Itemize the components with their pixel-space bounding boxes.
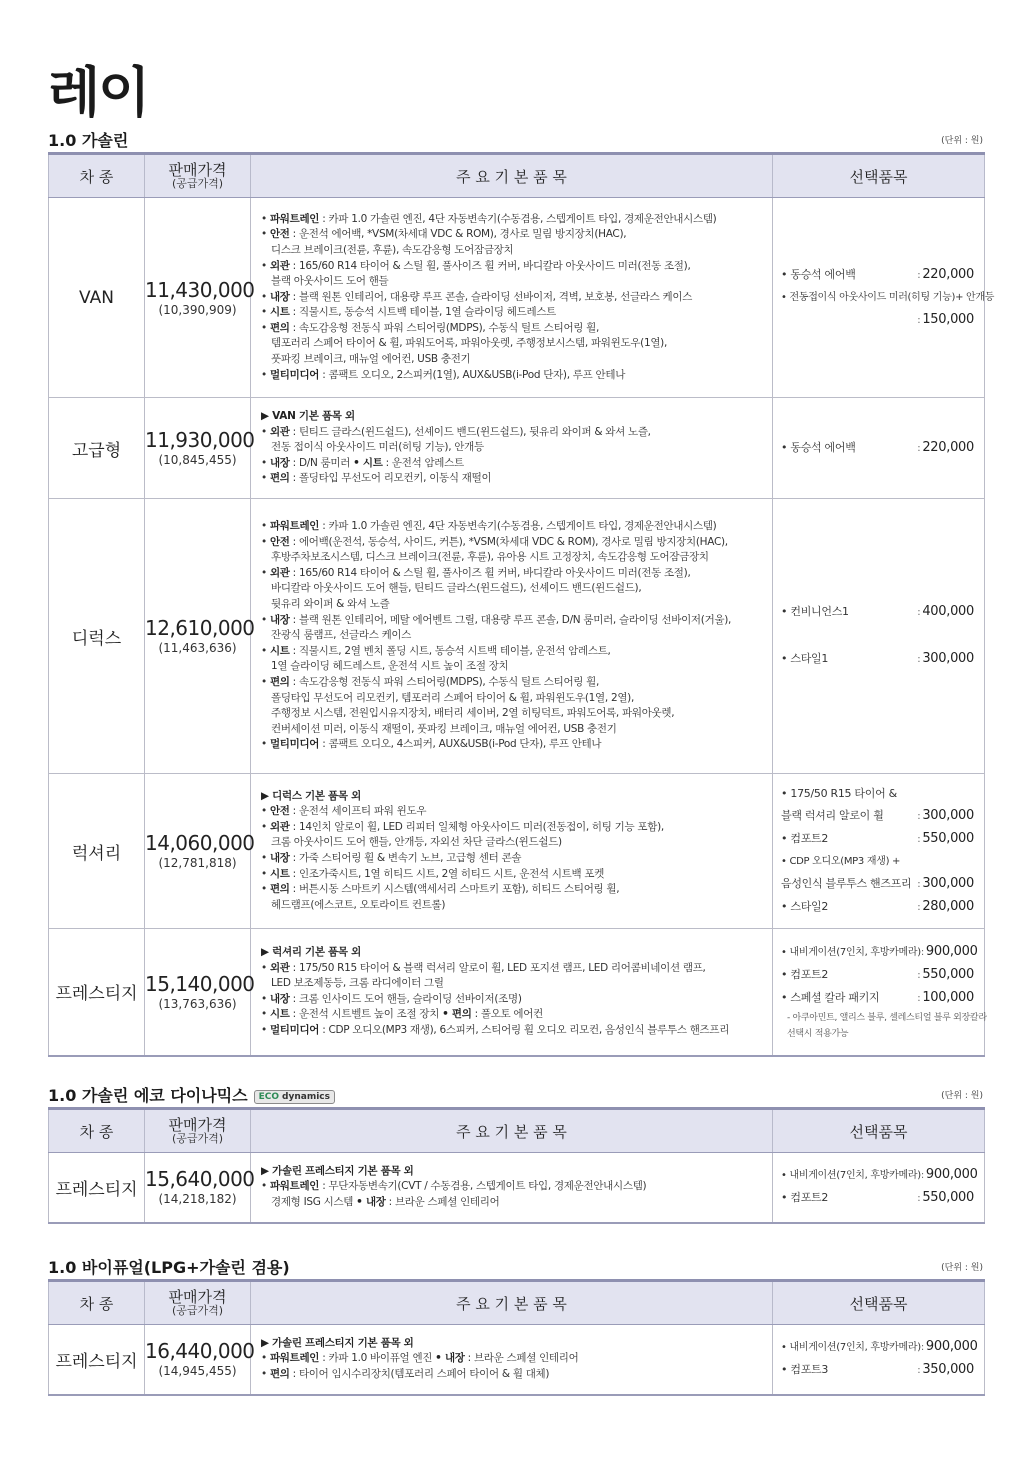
feature-text: : CDP 오디오(MP3 재생), 6스피커, 스티어링 휠 오디오 리모컨, 음성인식 블루투스 핸즈프리 bbox=[319, 1023, 730, 1036]
feature-text: : 운전석 세이프티 파워 윈도우 bbox=[289, 805, 427, 818]
feature-category: ▶ 디럭스 기본 품목 외 bbox=[261, 789, 361, 802]
option-name: • 내비게이션(7인치, 후방카메라) bbox=[781, 947, 921, 959]
feature-line bbox=[261, 1195, 764, 1211]
feature-text: 바디칼라 아웃사이드 도어 핸들, 틴티드 글라스(윈드쉴드), 선셰이드 밴드(윈드쉴드), bbox=[271, 582, 642, 595]
feature-text: : D/N 룸미러 bbox=[289, 456, 354, 469]
price-cell bbox=[145, 774, 255, 929]
sale-price: 12,610,000 bbox=[145, 616, 255, 640]
feature-line bbox=[261, 1367, 764, 1383]
feature-category: 외관 bbox=[269, 259, 290, 272]
feature-text: 주행정보 시스템, 전원입시유지장치, 배터리 세이버, 2열 히팅덕트, 파워도어록, 파워아웃렛, bbox=[271, 707, 675, 720]
feature-category: 외관 bbox=[269, 566, 290, 579]
feature-category: 시트 bbox=[269, 867, 290, 880]
section-title: 1.0 가솔린 bbox=[48, 131, 129, 150]
feature-category: • 편의 bbox=[442, 1008, 472, 1021]
feature-text: 폴딩타입 무선도어 리모컨키, 템포러리 스페어 타이어 & 휠, 파워윈도우(1열, 2열), bbox=[271, 691, 635, 704]
col-header-features: 주 요 기 본 품 목 bbox=[251, 1109, 773, 1153]
feature-category: 편의 bbox=[269, 675, 290, 688]
feature-text: : 카파 1.0 가솔린 엔진, 4단 자동변속기(수동겸용, 스텝게이트 타입, 경제운전안내시스템) bbox=[319, 520, 717, 533]
col-header-model: 차 종 bbox=[49, 1109, 145, 1153]
feature-text: : 가죽 스티어링 휠 & 변속기 노브, 고급형 센터 콘솔 bbox=[289, 852, 522, 864]
feature-text: : 165/60 R14 타이어 & 스틸 휠, 풀사이즈 휠 커버, 바디칼라 아웃사이드 미러(전동 조절), bbox=[289, 566, 691, 579]
feature-line bbox=[261, 581, 764, 597]
page-title: 레이 bbox=[48, 61, 149, 124]
option-item bbox=[781, 1359, 974, 1382]
feature-category: • 내장 bbox=[356, 1196, 386, 1209]
feature-category: 시트 bbox=[269, 1008, 290, 1021]
section-title: 1.0 가솔린 에코 다이나믹스 ECO dynamics bbox=[48, 1083, 335, 1106]
feature-text: : 에어백(운전석, 동승석, 사이드, 커튼), *VSM(차세대 VDC & ROM), 경사로 밀림 방지장치(HAC), bbox=[289, 535, 728, 548]
feature-category: 안전 bbox=[269, 228, 290, 241]
feature-line bbox=[261, 628, 764, 644]
option-price: : 220,000 bbox=[917, 264, 974, 287]
option-item bbox=[781, 589, 974, 636]
feature-line bbox=[261, 440, 764, 456]
feature-line bbox=[261, 691, 764, 707]
feature-text: 후방주차보조시스템, 디스크 브레이크(전륜, 후륜), 유아용 시트 고정장치, 속도감응형 도어잠금장치 bbox=[271, 551, 709, 564]
option-name: • 스타일1 bbox=[781, 652, 829, 665]
col-header-price: 판매가격 (공급가격) bbox=[145, 1281, 251, 1325]
feature-line bbox=[261, 945, 764, 961]
feature-category: 외관 bbox=[269, 820, 290, 833]
bullet-icon: • bbox=[261, 306, 270, 319]
feature-text: : 타이어 임시수리장치(템포러리 스페어 타이어 & 휠 대체) bbox=[289, 1368, 550, 1381]
feature-category: 외관 bbox=[269, 425, 290, 438]
supply-price: (11,463,636) bbox=[158, 641, 237, 655]
model-name: 럭셔리 bbox=[49, 774, 145, 929]
feature-text: : 카파 1.0 바이퓨얼 엔진 bbox=[319, 1352, 436, 1365]
option-price: : 220,000 bbox=[917, 437, 974, 460]
col-header-model: 차 종 bbox=[49, 154, 145, 198]
feature-category: 편의 bbox=[269, 883, 290, 896]
feature-line bbox=[261, 566, 764, 582]
feature-line bbox=[261, 1164, 764, 1180]
option-list bbox=[773, 1325, 985, 1395]
price-cell bbox=[145, 398, 255, 499]
feature-text: 블랙 아웃사이드 도어 핸들 bbox=[271, 275, 389, 288]
feature-list bbox=[251, 774, 773, 929]
option-price: : 900,000 bbox=[921, 1336, 978, 1359]
bullet-icon: • bbox=[261, 613, 270, 626]
feature-list bbox=[251, 929, 773, 1056]
option-name: • 스페셜 칼라 패키지 bbox=[781, 991, 880, 1005]
bullet-icon: • bbox=[261, 368, 270, 381]
option-item bbox=[781, 1164, 978, 1187]
bullet-icon: • bbox=[261, 883, 270, 896]
bullet-icon: • bbox=[261, 520, 270, 533]
bullet-icon: • bbox=[261, 456, 270, 469]
option-item bbox=[781, 309, 974, 332]
feature-text: 잔광식 룸램프, 선글라스 케이스 bbox=[271, 629, 412, 642]
feature-category: 멀티미디어 bbox=[269, 738, 320, 751]
feature-text: LED 보조제동등, 크롬 라디에이터 그릴 bbox=[271, 977, 444, 990]
option-note: - 아쿠아민트, 앨리스 블루, 셀레스티얼 블루 외장칼라 bbox=[787, 1013, 987, 1024]
feature-line bbox=[261, 737, 764, 753]
feature-line bbox=[261, 550, 764, 566]
col-header-price: 판매가격 (공급가격) bbox=[145, 1109, 251, 1153]
option-name: • 내비게이션(7인치, 후방카메라) bbox=[781, 1170, 921, 1182]
feature-category: 내장 bbox=[269, 613, 290, 626]
option-item bbox=[781, 851, 974, 873]
bullet-icon: • bbox=[261, 805, 270, 818]
col-header-price: 판매가격 (공급가격) bbox=[145, 154, 251, 198]
feature-text: : 버튼시동 스마트키 시스템(액세서리 스마트키 포함), 히티드 스티어링 휠, bbox=[289, 883, 620, 896]
option-list bbox=[773, 398, 985, 499]
option-name: • 내비게이션(7인치, 후방카메라) bbox=[781, 1342, 921, 1354]
feature-text: : 블랙 원톤 인테리어, 메탈 에어벤트 그릴, 대용량 루프 콘솔, D/N 룸미러, 슬라이딩 선바이저(거울), bbox=[289, 613, 732, 626]
feature-text: : 틴티드 글라스(윈드쉴드), 선셰이드 밴드(윈드쉴드), 뒷유리 와이퍼 & 와셔 노즐, bbox=[289, 425, 651, 438]
option-item bbox=[781, 287, 995, 309]
feature-category: ▶ VAN 기본 품목 외 bbox=[261, 410, 355, 423]
feature-list bbox=[251, 398, 773, 499]
feature-text: : 브라운 스페셜 인테리어 bbox=[464, 1352, 579, 1365]
feature-category: 외관 bbox=[269, 961, 290, 974]
option-item bbox=[781, 783, 974, 805]
col-header-model: 차 종 bbox=[49, 1281, 145, 1325]
feature-category: ▶ 럭셔리 기본 품목 외 bbox=[261, 945, 361, 958]
model-name: 프레스티지 bbox=[49, 1153, 145, 1223]
unit-label: (단위 : 원) bbox=[941, 1091, 983, 1101]
feature-text: : 175/50 R15 타이어 & 블랙 럭셔리 알로이 휠, LED 포지션 램프, LED 리어콤비네이션 램프, bbox=[289, 961, 706, 974]
option-price: : 150,000 bbox=[917, 309, 974, 332]
option-price: : 550,000 bbox=[917, 1187, 974, 1210]
feature-text: : 콤팩트 오디오, 2스피커(1열), AUX&USB(i-Pod 단자), 루프 안테나 bbox=[319, 368, 626, 381]
bullet-icon: • bbox=[261, 675, 270, 688]
bullet-icon: • bbox=[261, 259, 270, 272]
option-price: : 350,000 bbox=[917, 1359, 974, 1382]
feature-category: 멀티미디어 bbox=[269, 1023, 320, 1036]
feature-list bbox=[251, 1325, 773, 1395]
feature-category: 시트 bbox=[269, 306, 290, 319]
feature-line bbox=[261, 659, 764, 675]
supply-price: (13,763,636) bbox=[158, 996, 237, 1011]
feature-line bbox=[261, 305, 764, 321]
feature-category: 편의 bbox=[269, 1368, 290, 1381]
feature-line bbox=[261, 976, 764, 992]
option-list bbox=[773, 929, 985, 1056]
bullet-icon: • bbox=[261, 472, 270, 485]
feature-category: 파워트레인 bbox=[269, 520, 320, 533]
feature-line bbox=[261, 835, 764, 851]
feature-line bbox=[261, 409, 764, 425]
option-item bbox=[781, 873, 974, 896]
feature-line bbox=[261, 1007, 764, 1023]
option-list bbox=[773, 1153, 985, 1223]
option-price: : 300,000 bbox=[917, 805, 974, 828]
feature-category: 내장 bbox=[269, 992, 290, 1005]
section-header-gasoline bbox=[48, 128, 983, 150]
feature-text: : 운전석 시트벨트 높이 조절 장치 bbox=[289, 1008, 443, 1021]
feature-text: : 블랙 원톤 인테리어, 대용량 루프 콘솔, 슬라이딩 선바이저, 격벽, 보호봉, 선글라스 케이스 bbox=[289, 290, 693, 303]
feature-line bbox=[261, 851, 764, 867]
feature-line bbox=[261, 789, 764, 805]
feature-text: : 풀오토 에어컨 bbox=[471, 1008, 543, 1021]
option-price: : 280,000 bbox=[917, 896, 974, 919]
option-list bbox=[773, 499, 985, 774]
option-name: • 컴포트3 bbox=[781, 1363, 829, 1377]
col-header-options: 선택품목 bbox=[773, 1109, 985, 1153]
bullet-icon: • bbox=[261, 566, 270, 579]
feature-line bbox=[261, 992, 764, 1008]
option-name: • 컴포트2 bbox=[781, 968, 829, 982]
feature-text: : 속도감응형 전동식 파워 스티어링(MDPS), 수동식 틸트 스티어링 휠, bbox=[289, 321, 600, 334]
feature-line bbox=[261, 644, 764, 660]
feature-text: 1열 슬라이딩 헤드레스트, 운전석 시트 높이 조절 장치 bbox=[271, 660, 509, 673]
sale-price: 15,640,000 bbox=[145, 1167, 255, 1192]
feature-text: : 콤팩트 오디오, 4스피커, AUX&USB(i-Pod 단자), 루프 안테나 bbox=[319, 738, 602, 751]
feature-line bbox=[261, 882, 764, 898]
feature-text: : 165/60 R14 타이어 & 스틸 휠, 풀사이즈 휠 커버, 바디칼라 아웃사이드 미러(전동 조절), bbox=[289, 259, 691, 272]
price-table-bifuel bbox=[48, 1279, 985, 1396]
feature-line bbox=[261, 456, 764, 472]
bullet-icon: • bbox=[261, 212, 270, 225]
feature-category: 안전 bbox=[269, 535, 290, 548]
feature-text: : 속도감응형 전동식 파워 스티어링(MDPS), 수동식 틸트 스티어링 휠, bbox=[289, 675, 600, 688]
bullet-icon: • bbox=[261, 1008, 270, 1021]
unit-label: (단위 : 원) bbox=[941, 136, 983, 146]
supply-price: (10,845,455) bbox=[158, 453, 237, 467]
bullet-icon: • bbox=[261, 867, 270, 880]
feature-line bbox=[261, 227, 764, 243]
sale-price: 14,060,000 bbox=[145, 831, 255, 855]
feature-line bbox=[261, 425, 764, 441]
feature-line bbox=[261, 290, 764, 306]
bullet-icon: • bbox=[261, 738, 270, 751]
feature-line bbox=[261, 243, 764, 259]
bullet-icon: • bbox=[261, 1352, 270, 1365]
feature-text: : 폴딩타입 무선도어 리모컨키, 이동식 재떨이 bbox=[289, 472, 492, 485]
option-list bbox=[773, 198, 995, 398]
option-price: : 900,000 bbox=[921, 1164, 978, 1187]
option-item bbox=[781, 264, 974, 287]
feature-category: 내장 bbox=[269, 456, 290, 469]
feature-text: : 무단자동변속기(CVT / 수동겸용, 스텝게이트 타입, 경제운전안내시스템) bbox=[319, 1180, 647, 1193]
supply-price: (12,781,818) bbox=[158, 856, 237, 870]
feature-line bbox=[261, 613, 764, 629]
option-price: : 100,000 bbox=[917, 987, 974, 1010]
feature-category: ▶ 가솔린 프레스티지 기본 품목 외 bbox=[261, 1336, 414, 1349]
model-name: VAN bbox=[49, 198, 145, 398]
bullet-icon: • bbox=[261, 644, 270, 657]
feature-category: 내장 bbox=[269, 290, 290, 303]
bullet-icon: • bbox=[261, 1023, 270, 1036]
col-header-features: 주 요 기 본 품 목 bbox=[251, 154, 773, 198]
feature-line bbox=[261, 1179, 764, 1195]
feature-category: 시트 bbox=[269, 644, 290, 657]
feature-text: 경제형 ISG 시스템 bbox=[271, 1196, 357, 1209]
sale-price: 11,930,000 bbox=[145, 428, 255, 452]
col-header-options: 선택품목 bbox=[773, 1281, 985, 1325]
feature-list bbox=[251, 1153, 773, 1223]
col-header-features: 주 요 기 본 품 목 bbox=[251, 1281, 773, 1325]
feature-category: 안전 bbox=[269, 805, 290, 818]
bullet-icon: • bbox=[261, 852, 270, 864]
price-cell bbox=[145, 198, 255, 398]
option-item bbox=[781, 964, 974, 987]
option-name: • CDP 오디오(MP3 재생) + bbox=[781, 856, 901, 867]
bullet-icon: • bbox=[261, 992, 270, 1005]
feature-text: 컨버세이션 미러, 이동식 재떨이, 풋파킹 브레이크, 매뉴얼 에어컨, USB 충전기 bbox=[271, 722, 617, 735]
feature-text: 뒷유리 와이퍼 & 와셔 노즐 bbox=[271, 598, 390, 611]
feature-category: 편의 bbox=[269, 321, 290, 334]
feature-text: : 브라운 스페셜 인테리어 bbox=[385, 1196, 500, 1209]
option-item bbox=[781, 941, 978, 964]
option-note: 선택시 적용가능 bbox=[787, 1029, 849, 1040]
feature-category: ▶ 가솔린 프레스티지 기본 품목 외 bbox=[261, 1164, 414, 1177]
bullet-icon: • bbox=[261, 228, 270, 241]
bullet-icon: • bbox=[261, 961, 270, 974]
feature-line bbox=[261, 321, 764, 337]
option-item bbox=[781, 896, 974, 919]
supply-price: (14,218,182) bbox=[158, 1192, 237, 1207]
bullet-icon: • bbox=[261, 820, 270, 833]
option-name: 블랙 럭셔리 알로이 휠 bbox=[781, 809, 884, 822]
feature-text: 크롬 아웃사이드 도어 핸들, 안개등, 자외선 차단 글라스(윈드쉴드) bbox=[271, 836, 562, 849]
sale-price: 16,440,000 bbox=[145, 1339, 255, 1364]
feature-text: 풋파킹 브레이크, 매뉴얼 에어컨, USB 충전기 bbox=[271, 353, 471, 366]
feature-line bbox=[261, 675, 764, 691]
feature-category: 멀티미디어 bbox=[269, 368, 320, 381]
supply-price: (10,390,909) bbox=[158, 302, 237, 317]
feature-text: : 카파 1.0 가솔린 엔진, 4단 자동변속기(수동겸용, 스텝게이트 타입, 경제운전안내시스템) bbox=[319, 212, 717, 225]
feature-text: 헤드램프(에스코트, 오토라이트 컨트롤) bbox=[271, 898, 446, 911]
option-name: • 동승석 에어백 bbox=[781, 440, 856, 454]
feature-line bbox=[261, 820, 764, 836]
feature-line bbox=[261, 867, 764, 883]
price-table-gasoline bbox=[48, 152, 995, 1057]
option-list bbox=[773, 774, 985, 929]
feature-line bbox=[261, 212, 764, 228]
feature-category: 파워트레인 bbox=[269, 212, 320, 225]
option-name: • 동승석 에어백 bbox=[781, 267, 856, 281]
option-item bbox=[781, 437, 974, 460]
feature-text: : 운전석 에어백, *VSM(차세대 VDC & ROM), 경사로 밀림 방지장치(HAC), bbox=[289, 228, 627, 241]
sale-price: 15,140,000 bbox=[145, 971, 255, 996]
price-table-eco-dynamics bbox=[48, 1107, 985, 1224]
feature-line bbox=[261, 706, 764, 722]
feature-text: 템포러리 스페어 타이어 & 휠, 파워도어록, 파워아웃렛, 주행정보시스템, 파워윈도우(1열), bbox=[271, 337, 668, 350]
option-item bbox=[781, 1187, 974, 1210]
feature-line bbox=[261, 1023, 764, 1039]
eco-dynamics-logo: ECO dynamics bbox=[254, 1090, 335, 1104]
price-cell bbox=[145, 1325, 255, 1395]
model-name: 고급형 bbox=[49, 398, 145, 499]
feature-category: 파워트레인 bbox=[269, 1352, 320, 1365]
section-header-eco-dynamics bbox=[48, 1083, 983, 1105]
option-name: • 전동접이식 아웃사이드 미러(히팅 기능)+ 안개등 bbox=[781, 291, 995, 303]
feature-list bbox=[251, 198, 773, 398]
option-item bbox=[781, 805, 974, 828]
feature-line bbox=[261, 259, 764, 275]
supply-price: (14,945,455) bbox=[158, 1364, 237, 1379]
feature-line bbox=[261, 274, 764, 290]
price-cell bbox=[145, 929, 255, 1056]
option-name: 음성인식 블루투스 핸즈프리 bbox=[781, 877, 912, 890]
option-name: • 컴포트2 bbox=[781, 832, 829, 845]
price-cell bbox=[145, 499, 255, 774]
col-header-options: 선택품목 bbox=[773, 154, 985, 198]
feature-text: : 직물시트, 2열 벤치 폴딩 시트, 동승석 시트백 테이블, 운전석 암레스트, bbox=[289, 644, 611, 657]
feature-text: : 직물시트, 동승석 시트백 테이블, 1열 슬라이딩 헤드레스트 bbox=[289, 306, 557, 319]
feature-text: : 인조가죽시트, 1열 히티드 시트, 2열 히티드 시트, 운전석 시트백 포켓 bbox=[289, 867, 605, 880]
feature-list bbox=[251, 499, 773, 774]
feature-category: 편의 bbox=[269, 472, 290, 485]
option-name: • 컨비니언스1 bbox=[781, 605, 849, 618]
feature-line bbox=[261, 898, 764, 914]
option-item bbox=[781, 1336, 978, 1359]
bullet-icon: • bbox=[261, 425, 270, 438]
feature-line bbox=[261, 368, 764, 384]
feature-category: • 시트 bbox=[353, 456, 383, 469]
feature-category: • 내장 bbox=[435, 1352, 465, 1365]
option-price: : 400,000 bbox=[917, 589, 974, 636]
feature-line bbox=[261, 535, 764, 551]
feature-text: : 크롬 인사이드 도어 핸들, 슬라이딩 선바이저(조명) bbox=[289, 992, 522, 1005]
bullet-icon: • bbox=[261, 321, 270, 334]
option-price: : 300,000 bbox=[917, 873, 974, 896]
feature-text: 전동 접이식 아웃사이드 미러(히팅 기능), 안개등 bbox=[271, 441, 484, 454]
feature-line bbox=[261, 1336, 764, 1352]
sale-price: 11,430,000 bbox=[145, 277, 255, 302]
feature-line bbox=[261, 471, 764, 487]
feature-line bbox=[261, 804, 764, 820]
feature-line bbox=[261, 336, 764, 352]
option-price: : 550,000 bbox=[917, 828, 974, 851]
option-price: : 300,000 bbox=[917, 636, 974, 683]
feature-line bbox=[261, 597, 764, 613]
option-item bbox=[781, 828, 974, 851]
feature-text: : 운전석 암레스트 bbox=[382, 456, 464, 469]
feature-line bbox=[261, 519, 764, 535]
feature-line bbox=[261, 1351, 764, 1367]
section-header-bifuel bbox=[48, 1255, 983, 1277]
feature-text: : 14인치 알로이 휠, LED 리피터 일체형 아웃사이드 미러(전동접이, 히팅 기능 포함), bbox=[289, 820, 664, 833]
option-name: • 컴포트2 bbox=[781, 1191, 829, 1205]
model-name: 프레스티지 bbox=[49, 929, 145, 1056]
model-name: 프레스티지 bbox=[49, 1325, 145, 1395]
feature-text: 디스크 브레이크(전륜, 후륜), 속도감응형 도어잠금장치 bbox=[271, 243, 514, 256]
feature-line bbox=[261, 722, 764, 738]
bullet-icon: • bbox=[261, 1180, 270, 1193]
feature-category: 파워트레인 bbox=[269, 1180, 320, 1193]
feature-line bbox=[261, 961, 764, 977]
model-name: 디럭스 bbox=[49, 499, 145, 774]
feature-category: 내장 bbox=[269, 852, 290, 864]
bullet-icon: • bbox=[261, 290, 270, 303]
unit-label: (단위 : 원) bbox=[941, 1263, 983, 1273]
feature-line bbox=[261, 352, 764, 368]
option-item bbox=[781, 636, 974, 683]
price-cell bbox=[145, 1153, 255, 1223]
option-price: : 900,000 bbox=[921, 941, 978, 964]
section-title: 1.0 바이퓨얼(LPG+가솔린 겸용) bbox=[48, 1258, 290, 1277]
option-item bbox=[781, 987, 974, 1010]
bullet-icon: • bbox=[261, 535, 270, 548]
option-price: : 550,000 bbox=[917, 964, 974, 987]
option-name: • 175/50 R15 타이어 & bbox=[781, 787, 897, 800]
option-name: • 스타일2 bbox=[781, 900, 829, 913]
bullet-icon: • bbox=[261, 1368, 270, 1381]
